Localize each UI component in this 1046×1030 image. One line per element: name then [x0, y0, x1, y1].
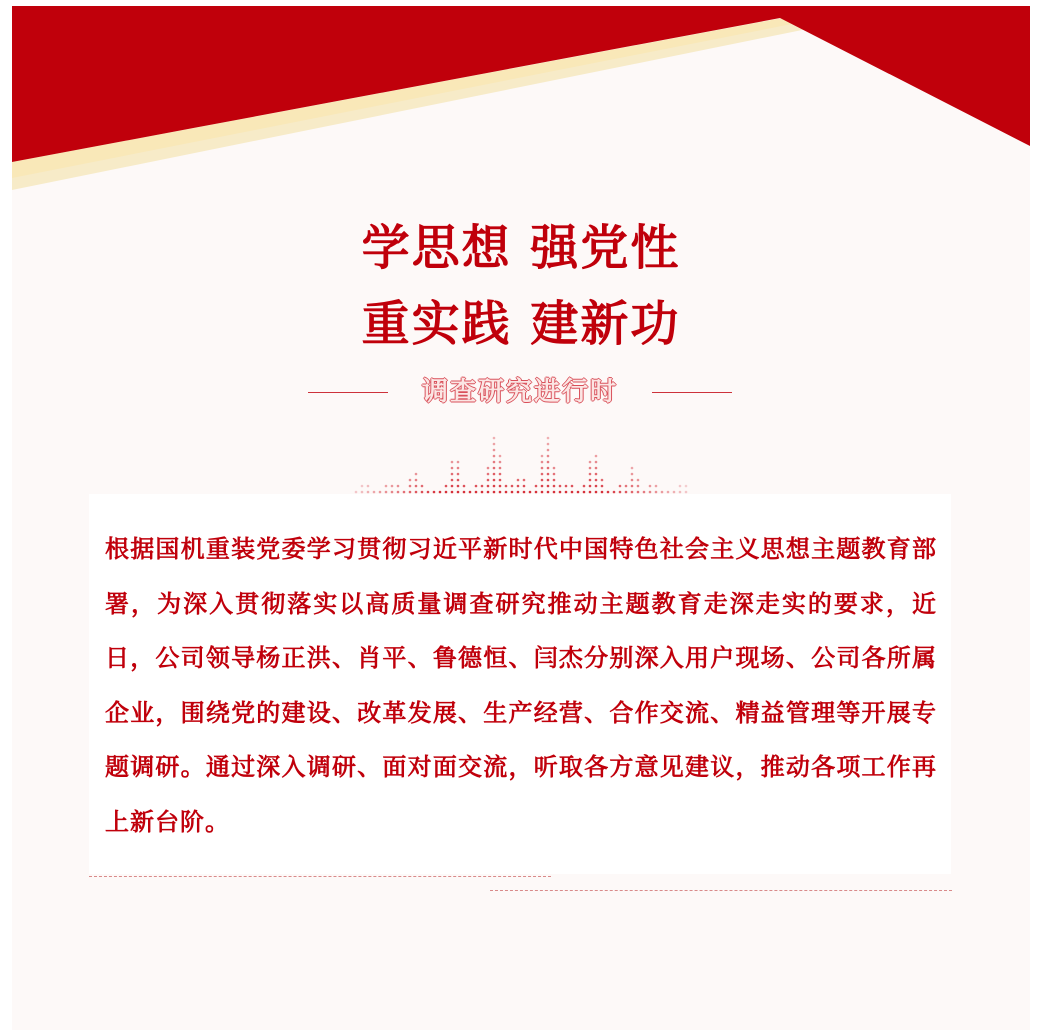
equalizer-dot	[541, 479, 544, 482]
equalizer-dot	[493, 485, 496, 488]
equalizer-dot	[577, 491, 580, 494]
equalizer-dot	[589, 467, 592, 470]
equalizer-dot	[397, 485, 400, 488]
equalizer-dot	[685, 485, 688, 488]
equalizer-dot	[619, 491, 622, 494]
equalizer-dot	[667, 491, 670, 494]
equalizer-dot	[439, 491, 442, 494]
equalizer-dot	[541, 455, 544, 458]
equalizer-dot	[397, 491, 400, 494]
equalizer-dot	[481, 491, 484, 494]
dashed-divider-left	[89, 876, 551, 877]
equalizer-dot	[487, 485, 490, 488]
equalizer-dot	[493, 449, 496, 452]
equalizer-dot	[637, 485, 640, 488]
equalizer-dot	[457, 467, 460, 470]
equalizer-dot	[505, 485, 508, 488]
equalizer-dot	[523, 479, 526, 482]
equalizer-dot	[367, 485, 370, 488]
equalizer-dot	[595, 455, 598, 458]
equalizer-dot	[391, 485, 394, 488]
equalizer-dot	[601, 491, 604, 494]
equalizer-dot	[541, 491, 544, 494]
equalizer-dot	[493, 461, 496, 464]
equalizer-dot	[595, 461, 598, 464]
equalizer-dot	[655, 485, 658, 488]
equalizer-dot	[475, 491, 478, 494]
equalizer-dot	[565, 491, 568, 494]
main-title-line2: 重实践 建新功	[361, 296, 681, 352]
equalizer-dot	[403, 491, 406, 494]
dotted-equalizer-decoration	[352, 426, 692, 496]
equalizer-dot	[529, 491, 532, 494]
equalizer-dot	[457, 473, 460, 476]
equalizer-dot	[511, 491, 514, 494]
equalizer-dot	[523, 485, 526, 488]
equalizer-dot	[637, 479, 640, 482]
equalizer-dot	[361, 491, 364, 494]
equalizer-dot	[541, 473, 544, 476]
equalizer-dot	[547, 485, 550, 488]
equalizer-dot	[589, 473, 592, 476]
equalizer-dot	[547, 461, 550, 464]
equalizer-dot	[421, 491, 424, 494]
equalizer-dot	[373, 491, 376, 494]
equalizer-dot	[547, 473, 550, 476]
equalizer-dot	[457, 461, 460, 464]
equalizer-dot	[409, 491, 412, 494]
equalizer-dot	[505, 491, 508, 494]
equalizer-dot	[433, 491, 436, 494]
equalizer-dot	[421, 485, 424, 488]
equalizer-dot	[445, 491, 448, 494]
equalizer-dot	[493, 437, 496, 440]
equalizer-dot	[493, 491, 496, 494]
equalizer-dot	[517, 479, 520, 482]
page-card	[12, 6, 1030, 1030]
equalizer-dot	[679, 491, 682, 494]
main-title-line1: 学思想 强党性	[361, 220, 681, 276]
equalizer-dot	[649, 485, 652, 488]
equalizer-dot	[493, 443, 496, 446]
equalizer-dot	[499, 479, 502, 482]
equalizer-dot	[451, 467, 454, 470]
equalizer-dot	[607, 491, 610, 494]
equalizer-dot	[523, 491, 526, 494]
equalizer-dot	[631, 467, 634, 470]
equalizer-dot	[415, 479, 418, 482]
equalizer-dot	[469, 491, 472, 494]
equalizer-dot	[499, 491, 502, 494]
equalizer-dot	[385, 485, 388, 488]
equalizer-dot	[451, 485, 454, 488]
equalizer-dot	[367, 491, 370, 494]
equalizer-dot	[463, 485, 466, 488]
equalizer-dot	[547, 467, 550, 470]
equalizer-dot	[553, 467, 556, 470]
equalizer-dot	[649, 491, 652, 494]
equalizer-dot	[583, 485, 586, 488]
dashed-divider-right	[490, 890, 952, 891]
equalizer-dot	[463, 491, 466, 494]
equalizer-dot	[631, 491, 634, 494]
equalizer-dot	[547, 449, 550, 452]
equalizer-dot	[517, 485, 520, 488]
equalizer-dot	[451, 461, 454, 464]
equalizer-dot	[643, 491, 646, 494]
equalizer-dot	[625, 485, 628, 488]
equalizer-dot	[637, 491, 640, 494]
subtitle-left-rule	[308, 392, 388, 393]
equalizer-dot	[499, 473, 502, 476]
article-box	[89, 494, 951, 874]
equalizer-dot	[601, 479, 604, 482]
equalizer-dot	[493, 455, 496, 458]
equalizer-dot	[427, 491, 430, 494]
equalizer-dot	[583, 491, 586, 494]
equalizer-dot	[589, 461, 592, 464]
equalizer-dot	[475, 485, 478, 488]
equalizer-dot	[595, 491, 598, 494]
equalizer-dot	[619, 485, 622, 488]
equalizer-dot	[415, 473, 418, 476]
equalizer-dot	[385, 491, 388, 494]
equalizer-dot	[517, 491, 520, 494]
equalizer-dot	[589, 491, 592, 494]
equalizer-dot	[451, 473, 454, 476]
equalizer-dot	[685, 491, 688, 494]
equalizer-dot	[559, 491, 562, 494]
equalizer-dot	[631, 479, 634, 482]
equalizer-dot	[655, 491, 658, 494]
equalizer-dot	[409, 485, 412, 488]
equalizer-dot	[535, 485, 538, 488]
equalizer-dot	[457, 479, 460, 482]
equalizer-dot	[547, 491, 550, 494]
equalizer-dot	[679, 485, 682, 488]
equalizer-dot	[481, 485, 484, 488]
equalizer-dot	[361, 485, 364, 488]
equalizer-dot	[451, 479, 454, 482]
equalizer-dot	[391, 491, 394, 494]
equalizer-dot	[553, 485, 556, 488]
equalizer-dot	[625, 491, 628, 494]
equalizer-dot	[571, 485, 574, 488]
equalizer-dot	[541, 461, 544, 464]
equalizer-dot	[565, 485, 568, 488]
equalizer-dot	[547, 437, 550, 440]
equalizer-dot	[589, 479, 592, 482]
equalizer-dot	[553, 491, 556, 494]
equalizer-dot	[661, 491, 664, 494]
equalizer-dot	[409, 479, 412, 482]
equalizer-dot	[589, 485, 592, 488]
equalizer-dot	[457, 485, 460, 488]
equalizer-dot	[547, 479, 550, 482]
equalizer-dot	[487, 479, 490, 482]
equalizer-dot	[541, 467, 544, 470]
equalizer-dot	[415, 491, 418, 494]
equalizer-dot	[511, 485, 514, 488]
equalizer-dot	[571, 491, 574, 494]
equalizer-dot	[673, 491, 676, 494]
equalizer-dot	[493, 473, 496, 476]
equalizer-dot	[631, 485, 634, 488]
article-paragraph: 根据国机重装党委学习贯彻习近平新时代中国特色社会主义思想主题教育部署，为深入贯彻落实以高质量调查研究推动主题教育走深走实的要求，近日，公司领导杨正洪、肖平、鲁德恒、闫杰分别深入用户现场、公司各所属企业，围绕党的建设、改革发展、生产经营、合作交流、精益管理等开展专题调研。通过深入调研、面对面交流，听取各方意见建议，推动各项工作再上新台阶。	[105, 535, 937, 836]
equalizer-dot	[595, 467, 598, 470]
equalizer-dot	[451, 491, 454, 494]
equalizer-dot	[595, 485, 598, 488]
equalizer-dot	[541, 485, 544, 488]
equalizer-dot	[631, 473, 634, 476]
equalizer-dot	[487, 473, 490, 476]
equalizer-dot	[499, 467, 502, 470]
equalizer-dot	[547, 443, 550, 446]
equalizer-dot	[457, 491, 460, 494]
subtitle-row	[12, 372, 1030, 412]
equalizer-dot	[379, 491, 382, 494]
equalizer-dot	[445, 485, 448, 488]
equalizer-dot	[613, 491, 616, 494]
equalizer-dot	[547, 455, 550, 458]
equalizer-dot	[595, 473, 598, 476]
equalizer-dot	[595, 479, 598, 482]
equalizer-dot	[553, 473, 556, 476]
equalizer-dot	[499, 461, 502, 464]
red-banner-decoration	[12, 6, 1030, 206]
equalizer-dot	[415, 485, 418, 488]
equalizer-dot	[487, 467, 490, 470]
equalizer-dot	[535, 491, 538, 494]
equalizer-dot	[493, 467, 496, 470]
equalizer-dot	[499, 455, 502, 458]
equalizer-dot	[355, 491, 358, 494]
equalizer-dot	[499, 485, 502, 488]
equalizer-dot	[559, 485, 562, 488]
equalizer-dot	[553, 479, 556, 482]
equalizer-dot	[493, 479, 496, 482]
equalizer-dot	[601, 485, 604, 488]
subtitle-right-rule	[652, 392, 732, 393]
equalizer-dot	[487, 491, 490, 494]
subtitle: 调查研究进行时	[421, 377, 618, 407]
